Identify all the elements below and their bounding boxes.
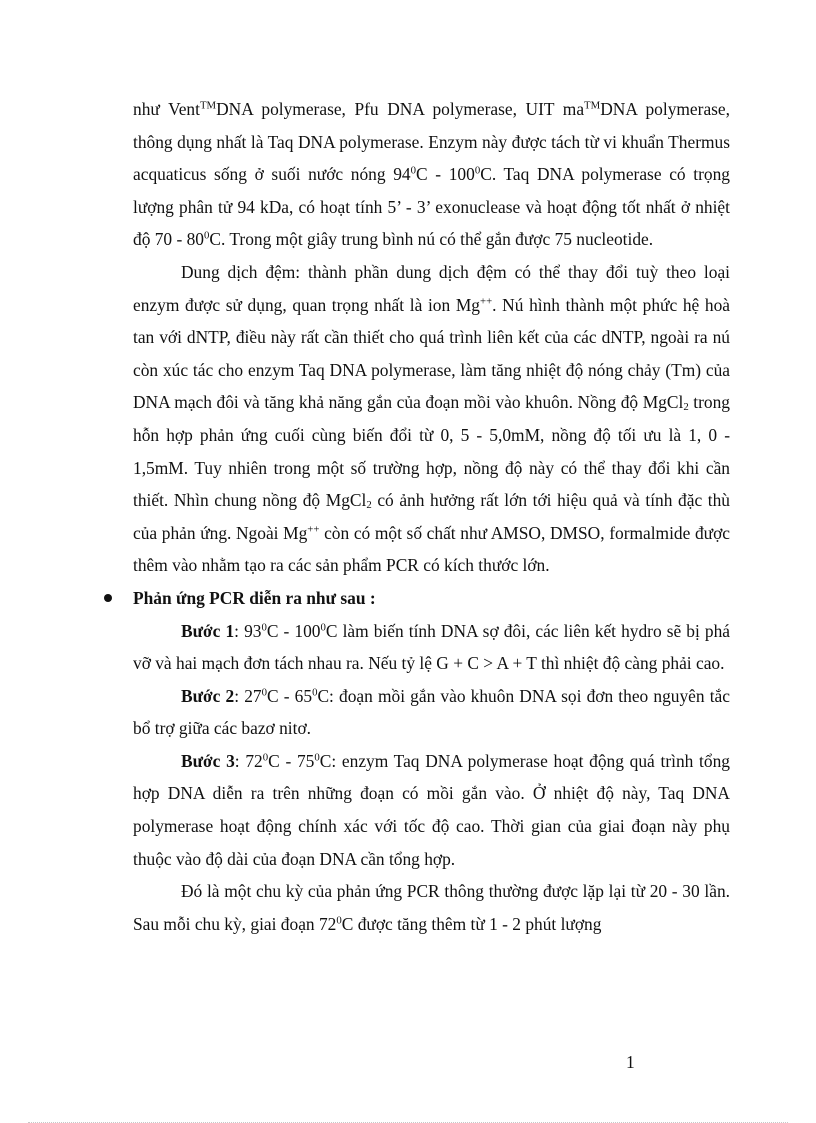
degree-superscript: 0 <box>336 914 342 927</box>
paragraph-taq-polymerase: như Vent™DNA polymerase, Pfu DNA polymerase, UIT ma™DNA polymerase, thông dụng nhất là Taq DNA polymerase. Enzym này được tách từ vi khuẩn Thermus acquaticus sống ở suối nước nóng $94^0C - 100^0C$. Taq DNA polymerase có trọng lượng phân tử 94 kDa, có hoạt tính 5’ - 3’ exonuclease và hoạt động tốt nhất ở nhiệt độ $70 - 80^0C$. Trong một giây trung bình nú có thể gắn được 75 nucleotide. <box>133 99 730 250</box>
step-label: Bước 1 <box>181 620 235 641</box>
degree-superscript: 0 <box>261 686 267 698</box>
page-number: 1 <box>626 1052 635 1072</box>
ion-charge-superscript: ++ <box>480 294 493 307</box>
bullet-icon <box>104 594 112 602</box>
bullet-heading: Phản ứng PCR diễn ra như sau : <box>133 582 730 615</box>
degree-superscript: 0 <box>320 620 326 633</box>
trademark-mark: TM <box>584 99 601 112</box>
degree-superscript: 0 <box>410 164 417 177</box>
ion-charge-superscript: ++ <box>307 523 320 536</box>
subscript: 2 <box>683 401 689 414</box>
paragraph-step-1: Bước 1: $93^0C - 100^0C$ làm biến tính DNA sợ đôi, các liên kết hydro sẽ bị phá vỡ và hai mạch đơn tách nhau ra. Nếu tỷ lệ G + C > A + T thì nhiệt độ càng phải cao. <box>133 620 731 674</box>
degree-superscript: 0 <box>314 751 320 764</box>
degree-superscript: 0 <box>474 164 481 177</box>
step-label: Bước 3 <box>181 750 235 771</box>
paragraph-step-2: Bước 2: $27^0C - 65^0C$: đoạn mồi gắn vào khuôn DNA sọi đơn theo nguyên tắc bổ trợ giữa các bazơ nitơ. <box>133 685 730 739</box>
paragraph-cycle: Đó là một chu kỳ của phản ứng PCR thông thường được lặp lại từ 20 - 30 lần. Sau mỗi chu kỳ, giai đoạn $72^0C$ được tăng thêm từ 1 - 2 phút lượng <box>133 881 730 934</box>
degree-superscript: 0 <box>261 620 267 633</box>
paragraph-step-3: Bước 3: $72^0C - 75^0C$: enzym Taq DNA polymerase hoạt động quá trình tổng hợp DNA diễn ra trên những đoạn có mồi gắn vào. Ở nhiệt độ này, Taq DNA polymerase hoạt động chính xác với tốc độ cao. Thời gian của giai đoạn này phụ thuộc vào độ dài của đoạn DNA cần tổng hợp. <box>133 750 730 869</box>
paragraph-buffer-solution: Dung dịch đệm: thành phần dung dịch đệm có thể thay đổi tuỳ theo loại enzym được sử dụng, quan trọng nhất là ion Mg++. Nú hình thành một phức hệ hoà tan với dNTP, điều này rất cần thiết cho quá trình liên kết của các dNTP, ngoài ra nú còn xúc tác cho enzym Taq DNA polymerase, làm tăng nhiệt độ nóng chảy (Tm) của DNA mạch đôi và tăng khả năng gắn của đoạn mồi vào khuôn. Nồng độ MgCl$_2$ trong hỗn hợp phản ứng cuối cùng biến đổi từ 0, 5 - 5,0mM, nồng độ tối ưu là 1, 0 - 1,5mM. Tuy nhiên trong một số trường hợp, nồng độ này có thể thay đổi khi cần thiết. Nhìn chung nồng độ MgCl$_2$ có ảnh hưởng rất lớn tới hiệu quả và tính đặc thù của phản ứng. Ngoài Mg++ còn có một số chất như AMSO, DMSO, formalmide được thêm vào nhằm tạo ra các sản phẩm PCR có kích thước lớn. <box>133 261 731 576</box>
degree-superscript: 0 <box>204 229 210 242</box>
degree-superscript: 0 <box>262 751 269 764</box>
document-body <box>133 93 730 940</box>
trademark-mark: TM <box>199 99 217 112</box>
degree-superscript: 0 <box>312 686 318 698</box>
step-label: Bước 2 <box>181 685 235 706</box>
subscript: 2 <box>366 499 372 512</box>
